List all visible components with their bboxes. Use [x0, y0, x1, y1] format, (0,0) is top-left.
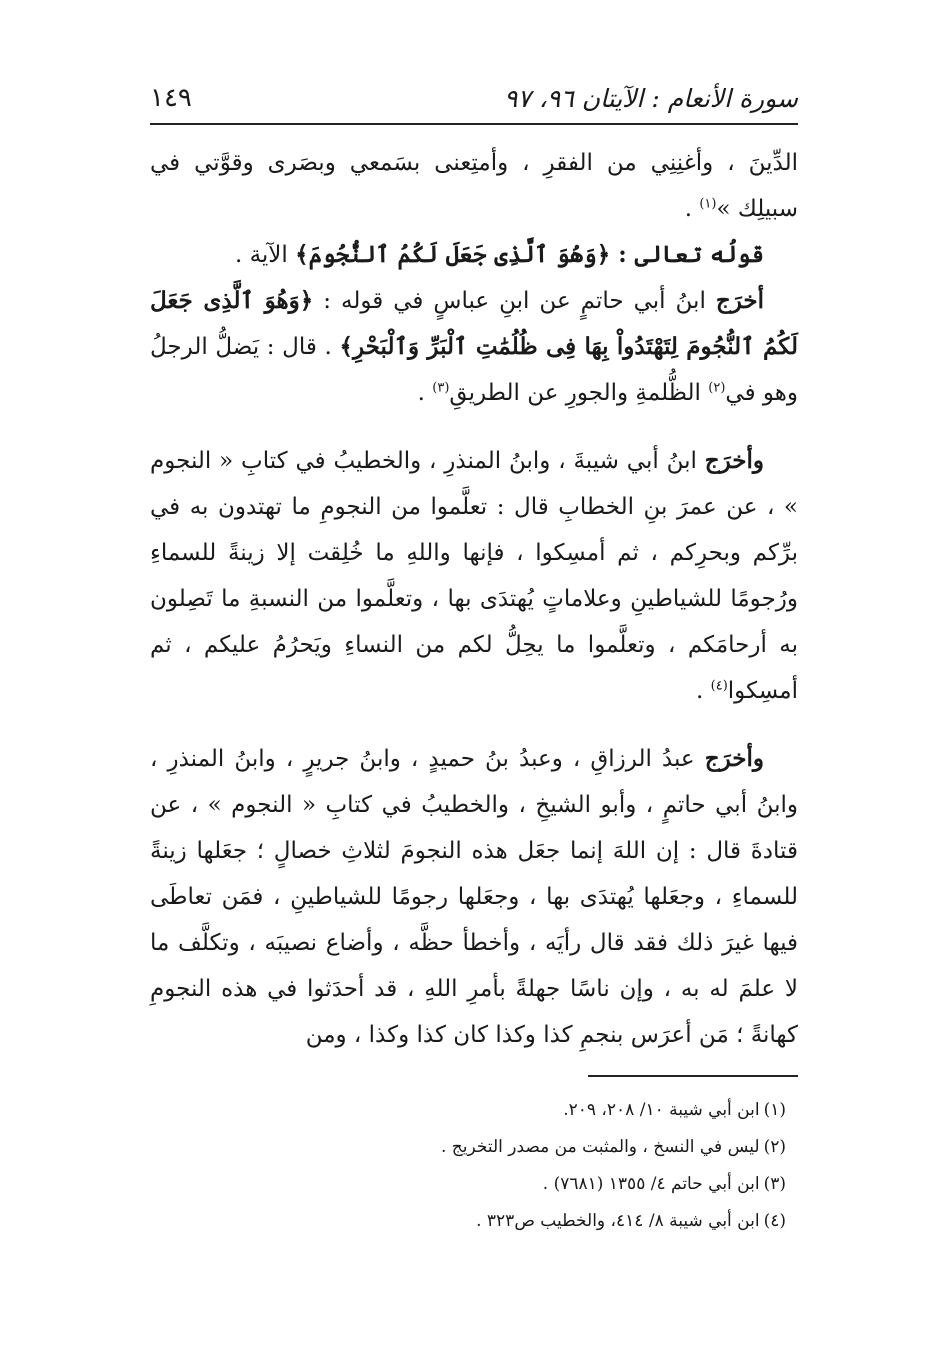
paragraph-tail: .: [696, 678, 711, 704]
footnote: [150, 1166, 798, 1203]
page-number: ١٤٩: [150, 83, 192, 113]
verse-heading: [150, 232, 798, 278]
footnote-number: (٣): [763, 1174, 786, 1194]
footnote: [150, 1129, 798, 1166]
main-text: [150, 140, 798, 1058]
paragraph-text: . قال : يَضلُّ الرجلُ وهو في: [150, 334, 798, 406]
quran-verse: ﴿وَهُوَ ٱلَّذِى جَعَلَ لَكُمُ ٱلنُّجُومَ لِتَهْتَدُواْ بِهَا فِى ظُلُمَٰتِ ٱلْبَرِّ وَٱلْبَحْرِ﴾: [150, 287, 798, 360]
paragraph-text: الدِّينَ ، وأغنِنِي من الفقرِ ، وأمتِعنى بسَمعي وبصَرى وقوَّتي في سبيلِك »: [150, 150, 798, 222]
paragraph-text: الظُّلمةِ والجورِ عن الطريقِ: [449, 380, 709, 406]
paragraph-tail: .: [684, 196, 700, 222]
paragraph-tail: .: [417, 380, 433, 406]
footnote: [150, 1203, 798, 1240]
footnote-text: ابن أبي حاتم ٤/ ١٣٥٥ (٧٦٨١) .: [542, 1174, 760, 1194]
footnote-separator: [588, 1075, 798, 1077]
paragraph: [150, 736, 798, 1058]
footnote-number: (٤): [763, 1211, 786, 1231]
paragraph: [150, 278, 798, 416]
running-header: [150, 80, 798, 116]
lead-word: أخرَج: [715, 287, 765, 314]
paragraph: [150, 140, 798, 232]
header-title: سورة الأنعام : الآيتان ٩٦، ٩٧: [504, 83, 798, 113]
paragraph-text: ابنُ أبي شيبةَ ، وابنُ المنذرِ ، والخطيبُ في كتابِ « النجوم » ، عن عمرَ بنِ الخطابِ قال : تعلَّموا من النجومِ ما تهتدون به في برِّكم وبحرِكم ، ثم أمسِكوا ، فإنها واللهِ ما خُلِقت إلا زينةً للسماءِ ورُجومًا للشياطينِ وعلاماتٍ يُهتدَى بها ، وتعلَّموا من النسبةِ ما تَصِلون به أرحامَكم ، وتعلَّموا ما يحِلُّ لكم من النساءِ ويَحرُمُ عليكم ، ثم أمسِكوا: [150, 448, 798, 704]
footnote-number: (٢): [763, 1137, 786, 1157]
paragraph-tail: الآية .: [234, 242, 296, 268]
footnote-ref: (١): [699, 196, 717, 212]
heading-label: قولُه تعالى :: [610, 241, 764, 268]
footnote-number: (١): [763, 1100, 786, 1120]
footnote-ref: (٤): [710, 678, 728, 694]
quran-verse: ﴿وَهُوَ ٱلَّذِى جَعَلَ لَكُمُ ٱلنُّجُومَ﴾: [295, 241, 611, 268]
paragraph-text: ابنُ أبي حاتمٍ عن ابنِ عباسٍ في قوله :: [313, 288, 716, 314]
lead-word: وأخرَج: [704, 745, 764, 772]
footnote-ref: (٢): [708, 380, 726, 396]
footnote: [150, 1092, 798, 1129]
footnote-text: ابن أبي شيبة ٨/ ٤١٤، والخطيب ص٣٢٣ .: [476, 1211, 760, 1231]
paragraph-text: عبدُ الرزاقِ ، وعبدُ بنُ حميدٍ ، وابنُ جريرٍ ، وابنُ المنذرِ ، وابنُ أبي حاتمٍ ، وأبو الشيخِ ، والخطيبُ في كتابِ « النجوم » ، عن قتادةَ قال : إن اللهَ إنما جعَل هذه النجومَ لثلاثِ خصالٍ ؛ جعَلها زينةً للسماءِ ، وجعَلها يُهتدَى بها ، وجعَلها رجومًا للشياطينِ ، فمَن تعاطَى فيها غيرَ ذلك فقد قال رأيَه ، وأخطأ حظَّه ، وأضاع نصيبَه ، وتكلَّف ما لا علمَ له به ، وإن ناسًا جهلةً بأمرِ اللهِ ، قد أحدَثوا في هذه النجومِ كهانةً ؛ مَن أعرَس بنجمِ كذا وكذا كان كذا وكذا ، ومن: [150, 746, 798, 1048]
footnotes: [150, 1092, 798, 1240]
header-rule: [150, 123, 798, 125]
lead-word: وأخرَج: [704, 447, 764, 474]
footnote-text: ابن أبي شيبة ١٠/ ٢٠٨، ٢٠٩.: [563, 1100, 760, 1120]
footnote-ref: (٣): [432, 380, 450, 396]
paragraph: [150, 438, 798, 714]
footnote-text: ليس في النسخ ، والمثبت من مصدر التخريج .: [440, 1137, 760, 1157]
